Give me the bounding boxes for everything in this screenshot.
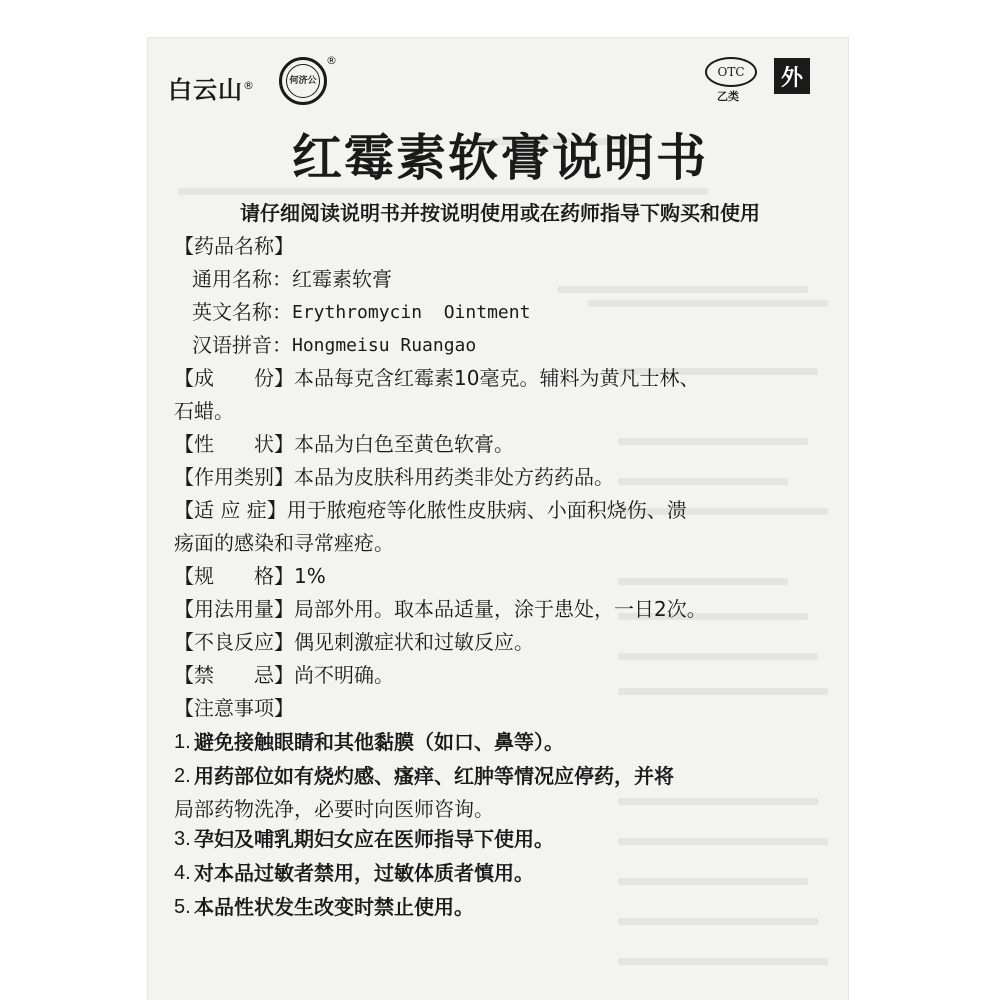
precaution-number: 2. — [174, 765, 191, 787]
common-name-row — [174, 263, 824, 296]
section-dosage — [174, 593, 824, 626]
section-label: 【不良反应】 — [174, 630, 294, 654]
common-name-label: 通用名称： — [192, 267, 292, 291]
section-text: 偶见刺激症状和过敏反应。 — [294, 630, 534, 654]
english-name-value: Erythromycin Ointment — [292, 302, 531, 323]
precaution-text: 孕妇及哺乳期妇女应在医师指导下使用。 — [194, 827, 554, 851]
section-label: 【作用类别】 — [174, 465, 294, 489]
section-ingredients — [174, 362, 824, 428]
section-specification — [174, 560, 824, 593]
section-text: 本品为皮肤科用药类非处方药药品。 — [294, 465, 614, 489]
section-label: 【规 格】 — [174, 564, 294, 588]
drug-name-heading: 【药品名称】 — [174, 234, 294, 258]
otc-badge: OTC — [705, 57, 757, 87]
pinyin-name-label: 汉语拼音： — [192, 333, 292, 357]
section-adverse-reactions — [174, 626, 824, 659]
precaution-number: 1. — [174, 731, 191, 753]
registered-mark: ® — [243, 79, 255, 92]
section-continuation: 疡面的感染和寻常痤疮。 — [174, 531, 394, 555]
precaution-text: 用药部位如有烧灼感、瘙痒、红肿等情况应停药，并将 — [194, 764, 674, 788]
section-indications — [174, 494, 824, 560]
section-label: 【性 状】 — [174, 432, 294, 456]
english-name-label: 英文名称： — [192, 300, 292, 324]
section-continuation: 石蜡。 — [174, 399, 234, 423]
precaution-text: 本品性状发生改变时禁止使用。 — [194, 895, 474, 919]
section-text: 1% — [294, 564, 326, 588]
precaution-item — [174, 759, 824, 822]
precaution-item — [174, 890, 824, 924]
precaution-item — [174, 725, 824, 759]
otc-class-label: 乙类 — [717, 90, 739, 103]
company-seal-logo — [279, 57, 327, 105]
precaution-number: 5. — [174, 896, 191, 918]
precaution-number: 4. — [174, 862, 191, 884]
precaution-text: 避免接触眼睛和其他黏膜（如口、鼻等）。 — [194, 730, 564, 754]
seal-text: 何济公 — [286, 64, 320, 98]
precaution-item — [174, 822, 824, 856]
section-contraindications — [174, 659, 824, 692]
pinyin-name-row — [174, 329, 824, 362]
external-use-badge: 外 — [774, 58, 810, 94]
section-label: 【禁 忌】 — [174, 663, 294, 687]
section-text: 用于脓疱疮等化脓性皮肤病、小面积烧伤、溃 — [286, 498, 687, 522]
leaflet-body — [174, 230, 824, 924]
document-subtitle: 请仔细阅读说明书并按说明使用或在药师指导下购买和使用 — [240, 201, 760, 225]
section-text: 本品为白色至黄色软膏。 — [294, 432, 514, 456]
section-text: 本品每克含红霉素10毫克。辅料为黄凡士林、 — [294, 366, 700, 390]
brand-logo — [168, 70, 255, 105]
seal-registered-mark: ® — [326, 54, 337, 67]
english-name-row — [174, 296, 824, 329]
precautions-heading: 【注意事项】 — [174, 696, 294, 720]
section-label: 【成 份】 — [174, 366, 294, 390]
section-label: 【用法用量】 — [174, 597, 294, 621]
precaution-number: 3. — [174, 828, 191, 850]
section-text: 局部外用。取本品适量，涂于患处，一日2次。 — [294, 597, 707, 621]
section-label: 【适 应 症】 — [174, 498, 287, 522]
pinyin-name-value: Hongmeisu Ruangao — [292, 335, 477, 356]
common-name-value: 红霉素软膏 — [292, 267, 392, 291]
precaution-continuation: 局部药物洗净，必要时向医师咨询。 — [174, 797, 494, 821]
precaution-text: 对本品过敏者禁用，过敏体质者慎用。 — [194, 861, 534, 885]
document-title: 红霉素软膏说明书 — [292, 129, 708, 187]
brand-name: 白云山 — [168, 76, 243, 104]
section-category — [174, 461, 824, 494]
section-appearance — [174, 428, 824, 461]
section-text: 尚不明确。 — [294, 663, 394, 687]
precaution-item — [174, 856, 824, 890]
